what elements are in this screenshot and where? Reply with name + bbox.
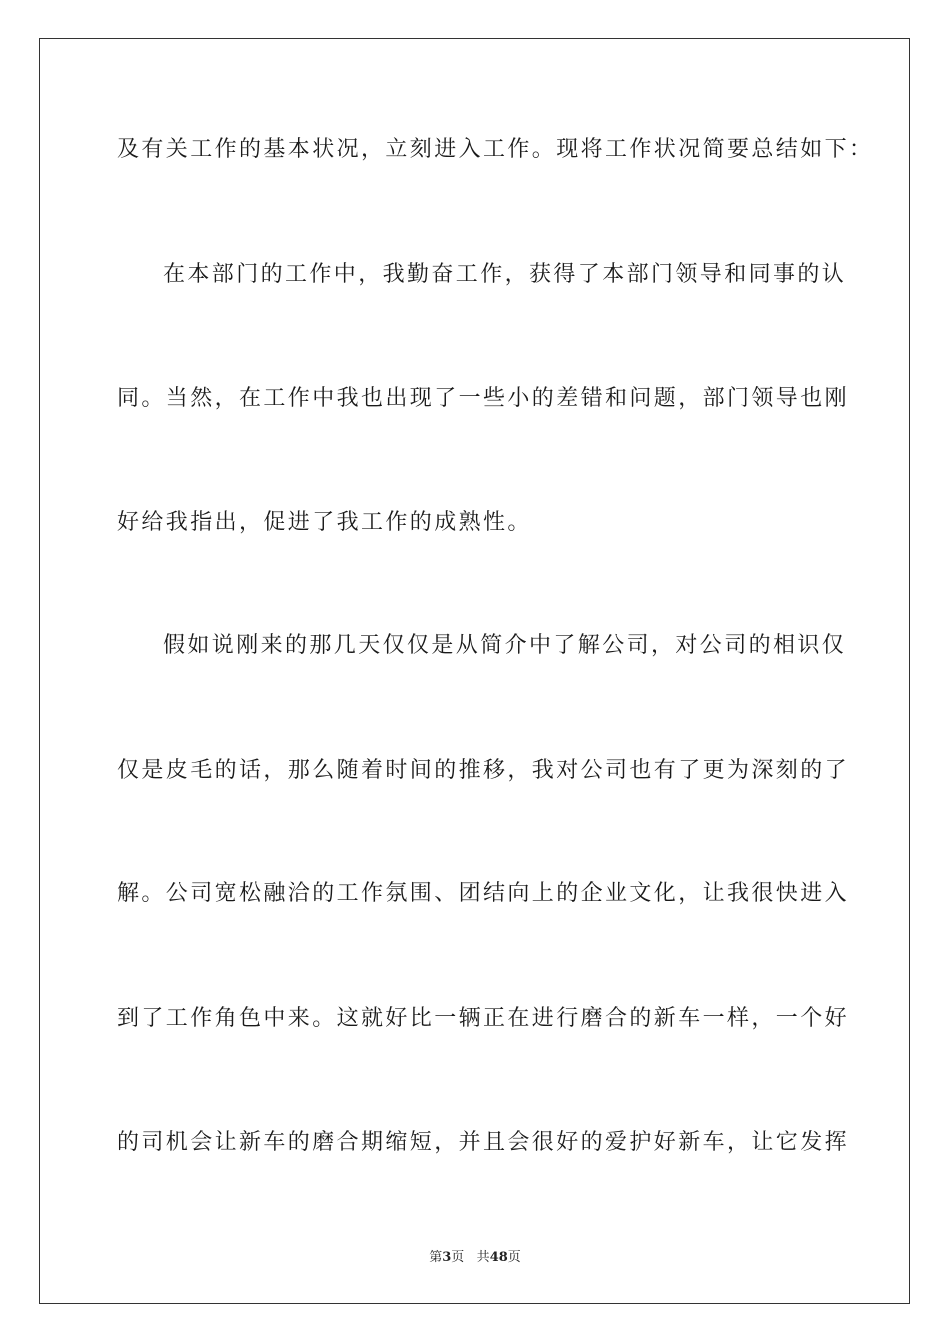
- text-line: 到了工作角色中来。这就好比一辆正在进行磨合的新车一样，一个好: [117, 1006, 850, 1031]
- page-prefix: 第: [429, 1250, 443, 1265]
- text-line: 的司机会让新车的磨合期缩短，并且会很好的爱护好新车，让它发挥: [117, 1130, 850, 1155]
- page-footer: [0, 1250, 950, 1266]
- page-border: [39, 38, 910, 1304]
- text-line: 在本部门的工作中，我勤奋工作，获得了本部门领导和同事的认: [163, 262, 847, 287]
- total-prefix: 共: [476, 1250, 490, 1265]
- text-line: 假如说刚来的那几天仅仅是从简介中了解公司，对公司的相识仅: [163, 633, 847, 658]
- text-line: 解。公司宽松融洽的工作氛围、团结向上的企业文化，让我很快进入: [117, 881, 850, 906]
- page-number: 3: [442, 1250, 452, 1265]
- total-pages: 48: [489, 1250, 508, 1265]
- total-suffix: 页: [507, 1250, 521, 1265]
- text-line: 仅是皮毛的话，那么随着时间的推移，我对公司也有了更为深刻的了: [117, 758, 850, 783]
- text-line: 好给我指出，促进了我工作的成熟性。: [117, 510, 532, 535]
- text-line: 及有关工作的基本状况，立刻进入工作。现将工作状况简要总结如下：: [117, 137, 874, 162]
- text-line: 同。当然，在工作中我也出现了一些小的差错和问题，部门领导也刚: [117, 386, 850, 411]
- page-suffix: 页: [451, 1250, 465, 1265]
